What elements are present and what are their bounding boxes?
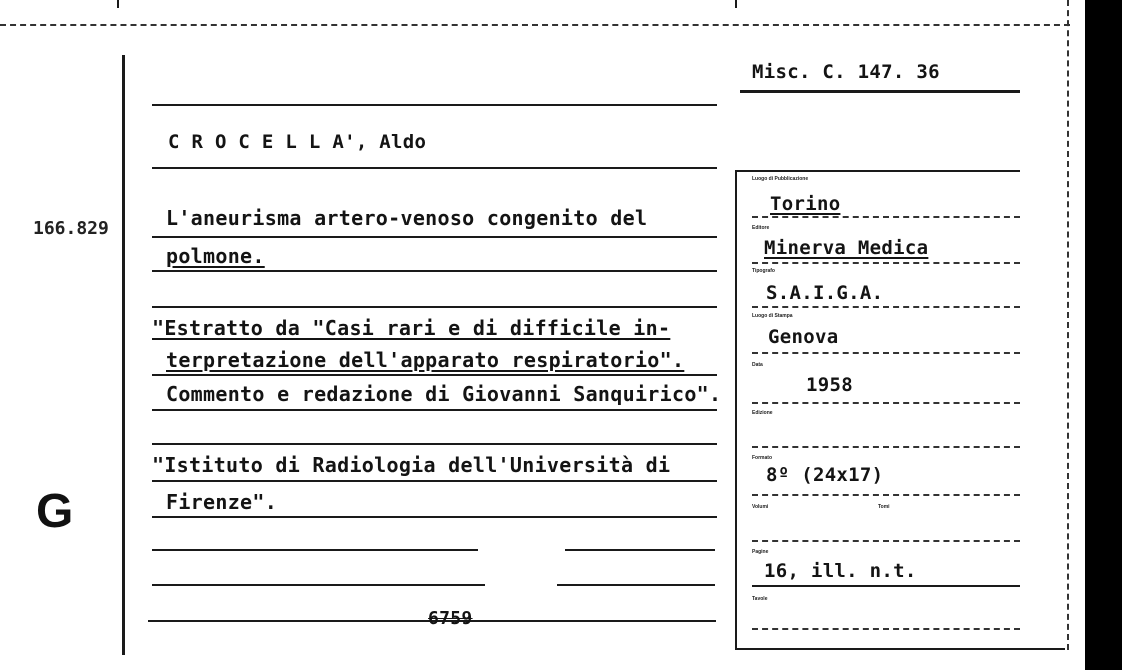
pages-value: 16, ill. n.t. xyxy=(764,560,917,582)
rule-lower-1a xyxy=(152,549,478,551)
publisher-value: Minerva Medica xyxy=(764,237,929,259)
title-line-1: L'aneurisma artero-venoso congenito del xyxy=(166,206,648,230)
inventory-number: 166.829 xyxy=(33,218,109,239)
rule-note-2b xyxy=(152,516,717,518)
bottom-border xyxy=(735,648,1065,650)
top-left-tick xyxy=(117,0,119,8)
rule-lower-1b xyxy=(565,549,715,551)
plates-label: Tavole xyxy=(752,596,768,602)
note-1-line-3: Commento e redazione di Giovanni Sanquirico". xyxy=(166,382,722,406)
printer-label: Tipografo xyxy=(752,268,775,274)
call-number-rule xyxy=(740,90,1020,93)
section-letter: G xyxy=(36,485,74,538)
printer-value: S.A.I.G.A. xyxy=(766,282,884,304)
plates-rule xyxy=(752,628,1020,630)
publisher-label: Editore xyxy=(752,225,770,231)
print-place-value: Genova xyxy=(768,326,839,348)
place-value: Torino xyxy=(770,193,841,215)
note-2-line-2: Firenze". xyxy=(166,490,278,514)
rule-note-2-top xyxy=(152,443,717,445)
rule-blank xyxy=(152,306,717,308)
tomes-label: Tomi xyxy=(878,504,890,510)
rule-author xyxy=(152,167,717,169)
pages-rule xyxy=(752,585,1020,587)
rule-lower-2b xyxy=(557,584,715,586)
format-label: Formato xyxy=(752,455,772,461)
scan-edge-band xyxy=(1085,0,1122,670)
printer-rule xyxy=(752,306,1020,308)
edition-rule xyxy=(752,446,1020,448)
place-rule xyxy=(752,216,1020,218)
publisher-rule xyxy=(752,262,1020,264)
rule-top xyxy=(152,104,717,106)
call-number: Misc. C. 147. 36 xyxy=(752,61,940,83)
rule-title-2 xyxy=(152,270,717,272)
top-dashed-rule xyxy=(0,24,1070,26)
note-1-line-2: terpretazione dell'apparato respiratorio". xyxy=(166,348,685,372)
print-place-label: Luogo di Stampa xyxy=(752,313,793,319)
author-name: C R O C E L L A', Aldo xyxy=(168,131,427,153)
fields-box-top xyxy=(735,170,1020,172)
volumes-rule xyxy=(752,540,1020,542)
format-value: 8º (24x17) xyxy=(766,464,884,486)
date-rule xyxy=(752,402,1020,404)
edition-label: Edizione xyxy=(752,410,773,416)
volumes-label: Volumi xyxy=(752,504,769,510)
rule-lower-2a xyxy=(152,584,485,586)
pages-label: Pagine xyxy=(752,549,769,555)
rule-note-1b xyxy=(152,409,717,411)
note-2-line-1: "Istituto di Radiologia dell'Università di xyxy=(152,453,671,477)
title-line-2: polmone. xyxy=(166,244,265,268)
left-border xyxy=(122,55,125,655)
format-rule xyxy=(752,494,1020,496)
place-label: Luogo di Pubblicazione xyxy=(752,176,809,182)
fields-box-left xyxy=(735,170,737,650)
rule-note-1 xyxy=(152,374,717,376)
bottom-number: 6759 xyxy=(428,608,473,629)
rule-title-1 xyxy=(152,236,717,238)
note-1-line-1: "Estratto da "Casi rari e di difficile in- xyxy=(152,316,671,340)
top-mid-tick xyxy=(735,0,737,8)
date-label: Data xyxy=(752,362,763,368)
date-value: 1958 xyxy=(806,374,853,396)
rule-note-2a xyxy=(152,480,717,482)
print-place-rule xyxy=(752,352,1020,354)
right-border xyxy=(1067,0,1069,650)
